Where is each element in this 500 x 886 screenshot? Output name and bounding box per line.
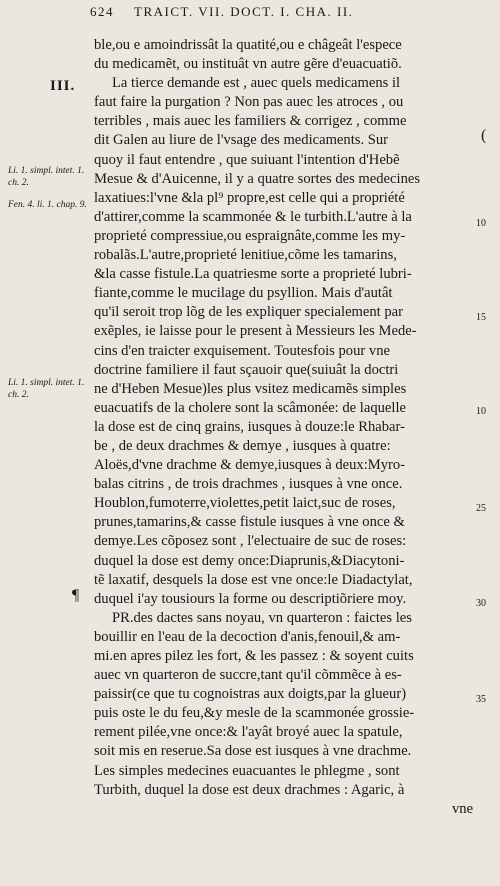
text-line: PR.des dactes sans noyau, vn quarteron : faictes les bbox=[112, 609, 412, 626]
text-line: prunes,tamarins,& casse fistule iusques à vne once & bbox=[94, 514, 405, 531]
text-line: robalãs.L'autre,proprieté lenitiue,cõme les tamarins, bbox=[94, 247, 397, 264]
paragraph-mark: ¶ bbox=[72, 587, 80, 604]
section-number: III. bbox=[50, 78, 76, 94]
catchword: vne bbox=[452, 800, 474, 817]
line-number: 25 bbox=[476, 503, 486, 514]
text-line: be , de deux drachmes & demye , iusques à quatre: bbox=[94, 437, 391, 454]
text-line: qu'il seroit trop lõg de les expliquer specialement par bbox=[94, 304, 404, 321]
text-line: dit Galen au liure de l'vsage des medicaments. Sur bbox=[94, 132, 389, 149]
text-line: puis oste le du feu,&y mesle de la scammonée grossie- bbox=[94, 705, 415, 722]
text-line: quoy il faut entendre , que suiuant l'intention d'Hebẽ bbox=[94, 151, 400, 168]
text-line: euacuatifs de la cholere sont la scâmonée: de laquelle bbox=[94, 399, 406, 416]
page-header bbox=[0, 2, 500, 20]
text-line: La tierce demande est , auec quels medicamens il bbox=[112, 75, 401, 92]
text-line: Mesue & d'Auicenne, il y a quatre sortes des medecines bbox=[94, 170, 421, 187]
text-line: laxatiues:l'vne &la pl⁹ propre,est celle qui a propriété bbox=[94, 189, 405, 206]
line-number: 10 bbox=[476, 218, 486, 229]
text-line: terribles , mais auec les familiers & corrigez , comme bbox=[94, 113, 407, 130]
text-line: bouillir en l'eau de la decoction d'anis,fenouil,& am- bbox=[94, 628, 401, 645]
text-line: du medicamẽt, ou instituât vn autre gẽre d'euacuatiõ. bbox=[94, 56, 402, 73]
text-line: ble,ou e amoindrissât la quatité,ou e châgeât l'espece bbox=[94, 37, 402, 53]
text-line: faut faire la purgation ? Non pas auec les atroces , ou bbox=[94, 94, 404, 111]
text-line: la dose est de cinq grains, iusques à douze:le Rhabar- bbox=[94, 418, 405, 435]
text-line: mi.en apres pilez les fort, & les passez : & soyent cuits bbox=[94, 648, 414, 664]
running-title: TRAICT. VII. DOCT. I. CHA. II. bbox=[134, 4, 354, 19]
text-line: Turbith, duquel la dose est deux drachmes : Agaric, à bbox=[94, 781, 405, 798]
margin-note: Li. 1. simpl. intet. 1. ch. 2. bbox=[8, 378, 85, 400]
text-line: &la casse fistule.La quatriesme sorte a proprieté lubri- bbox=[94, 266, 412, 283]
text-line: cins d'en traicter exquisement. Toutesfois pour vne bbox=[94, 342, 390, 359]
text-line: balas citrins , de trois drachmes , iusques à vne once. bbox=[94, 476, 403, 493]
text-line: paissir(ce que tu cognoistras aux doigts,par la glueur) bbox=[94, 686, 407, 703]
text-line: auec vn quarteron de succre,tant qu'il cõmmẽce à es- bbox=[94, 667, 402, 684]
text-line: fiante,comme le mucilage du psyllion. Mais d'autât bbox=[94, 285, 393, 302]
text-line: soit mis en reserue.Sa dose est iusques à vne drachme. bbox=[94, 743, 412, 760]
line-number: 10 bbox=[476, 406, 486, 417]
line-number: 35 bbox=[476, 694, 486, 705]
text-line: exẽples, ie laisse pour le present à Messieurs les Mede- bbox=[94, 323, 417, 340]
text-line: duquel la dose est demy once:Diaprunis,&Diacytoni- bbox=[94, 552, 405, 569]
text-line: Houblon,fumoterre,violettes,petit laict,suc de roses, bbox=[94, 495, 396, 512]
text-line: duquel i'ay tousiours la forme ou descriptiõriere moy. bbox=[94, 590, 407, 607]
line-number: 30 bbox=[476, 598, 486, 609]
text-line: demye.Les cõposez sont , l'electuaire de suc de roses: bbox=[94, 533, 407, 550]
text-line: tẽ laxatif, desquels la dose est vne once:le Diadactylat, bbox=[94, 571, 413, 588]
text-line: proprieté compressiue,ou espraignâte,comme les my- bbox=[94, 227, 406, 244]
text-line: rement pilée,vne once:& l'ayât broyé auec la spatule, bbox=[94, 724, 403, 741]
text-line: ne d'Heben Mesue)les plus vsitez medicamẽs simples bbox=[94, 380, 407, 397]
body-text bbox=[94, 36, 486, 819]
text-line: doctrine familiere il faut sçauoir que(suiuât la doctri bbox=[94, 361, 399, 378]
page-number: 624 bbox=[90, 4, 114, 19]
margin-note: Fen. 4. li. 1. chap. 9. bbox=[8, 200, 87, 210]
line-number: 15 bbox=[476, 312, 486, 323]
text-line: Les simples medecines euacuantes le phlegme , sont bbox=[94, 762, 400, 779]
margin-note: Li. 1. simpl. intet. 1. ch. 2. bbox=[8, 166, 85, 188]
text-line: d'attirer,comme la scammonée & le turbith.L'autre à la bbox=[94, 208, 412, 225]
text-line: Aloës,d'vne drachme & demye,iusques à deux:Myro- bbox=[94, 457, 406, 474]
bracket-mark: ( bbox=[481, 127, 487, 144]
